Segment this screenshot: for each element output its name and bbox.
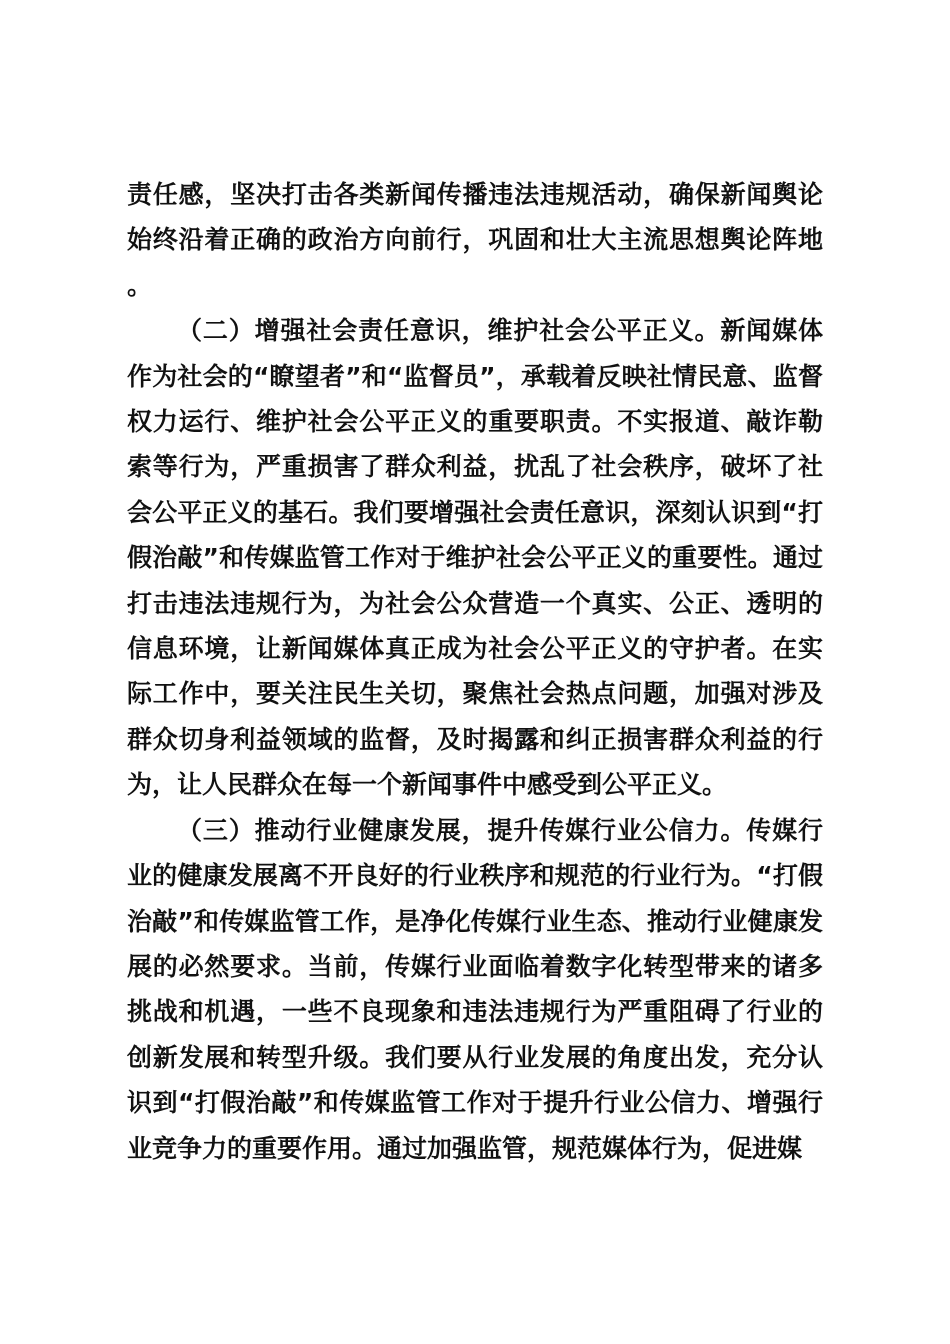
- body-text: [127, 172, 823, 1171]
- paragraph-section-2: （二）增强社会责任意识，维护社会公平正义。新闻媒体作为社会的“瞭望者”和“监督员”，承载着反映社情民意、监督权力运行、维护社会公平正义的重要职责。不实报道、敲诈勒索等行为，严重损害了群众利益，扰乱了社会秩序，破坏了社会公平正义的基石。我们要增强社会责任意识，深刻认识到“打假治敲”和传媒监管工作对于维护社会公平正义的重要性。通过打击违法违规行为，为社会公众营造一个真实、公正、透明的信息环境，让新闻媒体真正成为社会公平正义的守护者。在实际工作中，要关注民生关切，聚焦社会热点问题，加强对涉及群众切身利益领域的监督，及时揭露和纠正损害群众利益的行为，让人民群众在每一个新闻事件中感受到公平正义。: [127, 316, 823, 800]
- paragraph-section-3: （三）推动行业健康发展，提升传媒行业公信力。传媒行业的健康发展离不开良好的行业秩序和规范的行业行为。“打假治敲”和传媒监管工作，是净化传媒行业生态、推动行业健康发展的必然要求。当前，传媒行业面临着数字化转型带来的诸多挑战和机遇，一些不良现象和违法违规行为严重阻碍了行业的创新发展和转型升级。我们要从行业发展的角度出发，充分认识到“打假治敲”和传媒监管工作对于提升行业公信力、增强行业竞争力的重要作用。通过加强监管，规范媒体行为，促进媒: [127, 815, 823, 1163]
- paragraph-continuation: 责任感，坚决打击各类新闻传播违法违规活动，确保新闻舆论始终沿着正确的政治方向前行，巩固和壮大主流思想舆论阵地。: [127, 180, 823, 300]
